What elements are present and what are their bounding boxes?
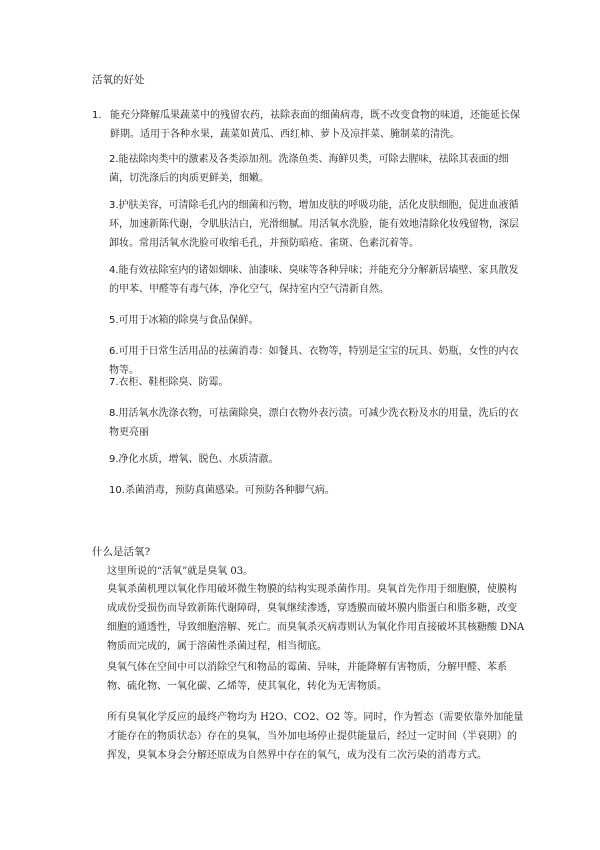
benefit-text: 可用于冰箱的除臭与食品保鲜。 bbox=[118, 315, 259, 326]
benefit-text: 可用于日常生活用品的祛菌消毒：如餐具、衣物等，特别是宝宝的玩具、奶瓶，女性的内衣物等。 bbox=[109, 346, 519, 376]
benefit-item-3 bbox=[109, 196, 525, 253]
benefit-item-7 bbox=[109, 373, 525, 392]
benefit-number: 2. bbox=[109, 154, 119, 165]
benefit-item-4 bbox=[109, 261, 525, 299]
benefit-text: 能有效祛除室内的诸如烟味、油漆味、臭味等各种异味；并能充分分解新居墙壁、家具散发的甲苯、甲醛等有毒气体，净化空气，保持室内空气清新自然。 bbox=[109, 265, 519, 295]
intro-line: 这里所说的“活氧”就是臭氧 03。 bbox=[107, 566, 254, 577]
benefit-item-10 bbox=[109, 481, 525, 500]
benefit-item-5 bbox=[109, 311, 525, 330]
section-title: 活氧的好处 bbox=[92, 74, 145, 86]
benefit-item-1 bbox=[92, 106, 522, 144]
benefit-number: 1. bbox=[92, 110, 102, 121]
benefit-text: 净化水质，增氧、脱色、水质清澈。 bbox=[118, 454, 279, 465]
benefit-number: 9. bbox=[109, 454, 119, 465]
benefit-number: 10. bbox=[109, 485, 125, 496]
benefit-number: 5. bbox=[109, 315, 119, 326]
benefit-text: 护肤美容，可清除毛孔内的细菌和污物，增加皮肤的呼吸功能，活化皮肤细胞，促进血液循环，加速新陈代谢，令肌肤洁白，光滑细腻。用活氧水洗脸，能有效地清除化妆残留物，深层卸妆。常用活氧水洗脸可收缩毛孔，并预防暗疮、雀斑、色素沉着等。 bbox=[109, 200, 519, 249]
paragraph-products: 所有臭氧化学反应的最终产物均为 H2O、CO2、O2 等。同时，作为暂态（需要依靠外加能量才能存在的物质状态）存在的臭氧，当外加电场停止提供能量后，经过一定时间（半衰期）的挥发，臭氧本身会分解还原成为自然界中存在的氧气，成为没有二次污染的消毒方式。 bbox=[107, 712, 524, 761]
benefit-number: 8. bbox=[109, 408, 119, 419]
benefit-text: 衣柜、鞋柜除臭、防霉。 bbox=[118, 377, 229, 388]
benefit-item-2 bbox=[109, 150, 525, 188]
benefit-number: 4. bbox=[109, 265, 119, 276]
benefit-text: 用活氧水洗涤衣物，可祛菌除臭，漂白衣物外表污渍。可减少洗衣粉及水的用量，洗后的衣物更亮丽 bbox=[109, 408, 519, 438]
benefit-item-9 bbox=[109, 450, 525, 469]
benefit-text: 能充分降解瓜果蔬菜中的残留农药，祛除表面的细菌病毒，既不改变食物的味道，还能延长保鲜期。适用于各种水果，蔬菜如黄瓜、西红柿、萝卜及凉拌菜、腌制菜的清洗。 bbox=[110, 110, 520, 140]
benefit-number: 3. bbox=[109, 200, 119, 211]
benefit-item-8 bbox=[109, 404, 525, 442]
benefit-number: 7. bbox=[109, 377, 119, 388]
paragraph-mechanism: 臭氧杀菌机理以氧化作用破坏微生物膜的结构实现杀菌作用。臭氧首先作用于细胞膜，使膜构成成份受损伤而导致新陈代谢障碍，臭氧继续渗透，穿透膜而破坏膜内脂蛋白和脂多糖，改变细胞的通透性，导致细胞溶解、死亡。而臭氧杀灭病毒则认为氧化作用直接破坏其核糖酸 DNA 物质而完成的，属于溶菌性杀菌过程，相当彻底。 bbox=[107, 584, 525, 652]
benefit-text: 能祛除肉类中的激素及各类添加剂。洗涤鱼类、海鲜贝类，可除去腥味，祛除其表面的细菌，切洗涤后的肉质更鲜美，细嫩。 bbox=[109, 154, 509, 184]
benefit-number: 6. bbox=[109, 346, 119, 357]
benefit-text: 杀菌消毒，预防真菌感染。可预防各种脚气病。 bbox=[124, 485, 335, 496]
question-title: 什么是活氧? bbox=[92, 546, 151, 558]
paragraph-gas: 臭氧气体在空间中可以消除空气和物品的霉菌、异味，并能降解有害物质，分解甲醛、苯系物、硫化物、一氧化碳、乙烯等，使其氧化，转化为无害物质。 bbox=[107, 662, 507, 692]
